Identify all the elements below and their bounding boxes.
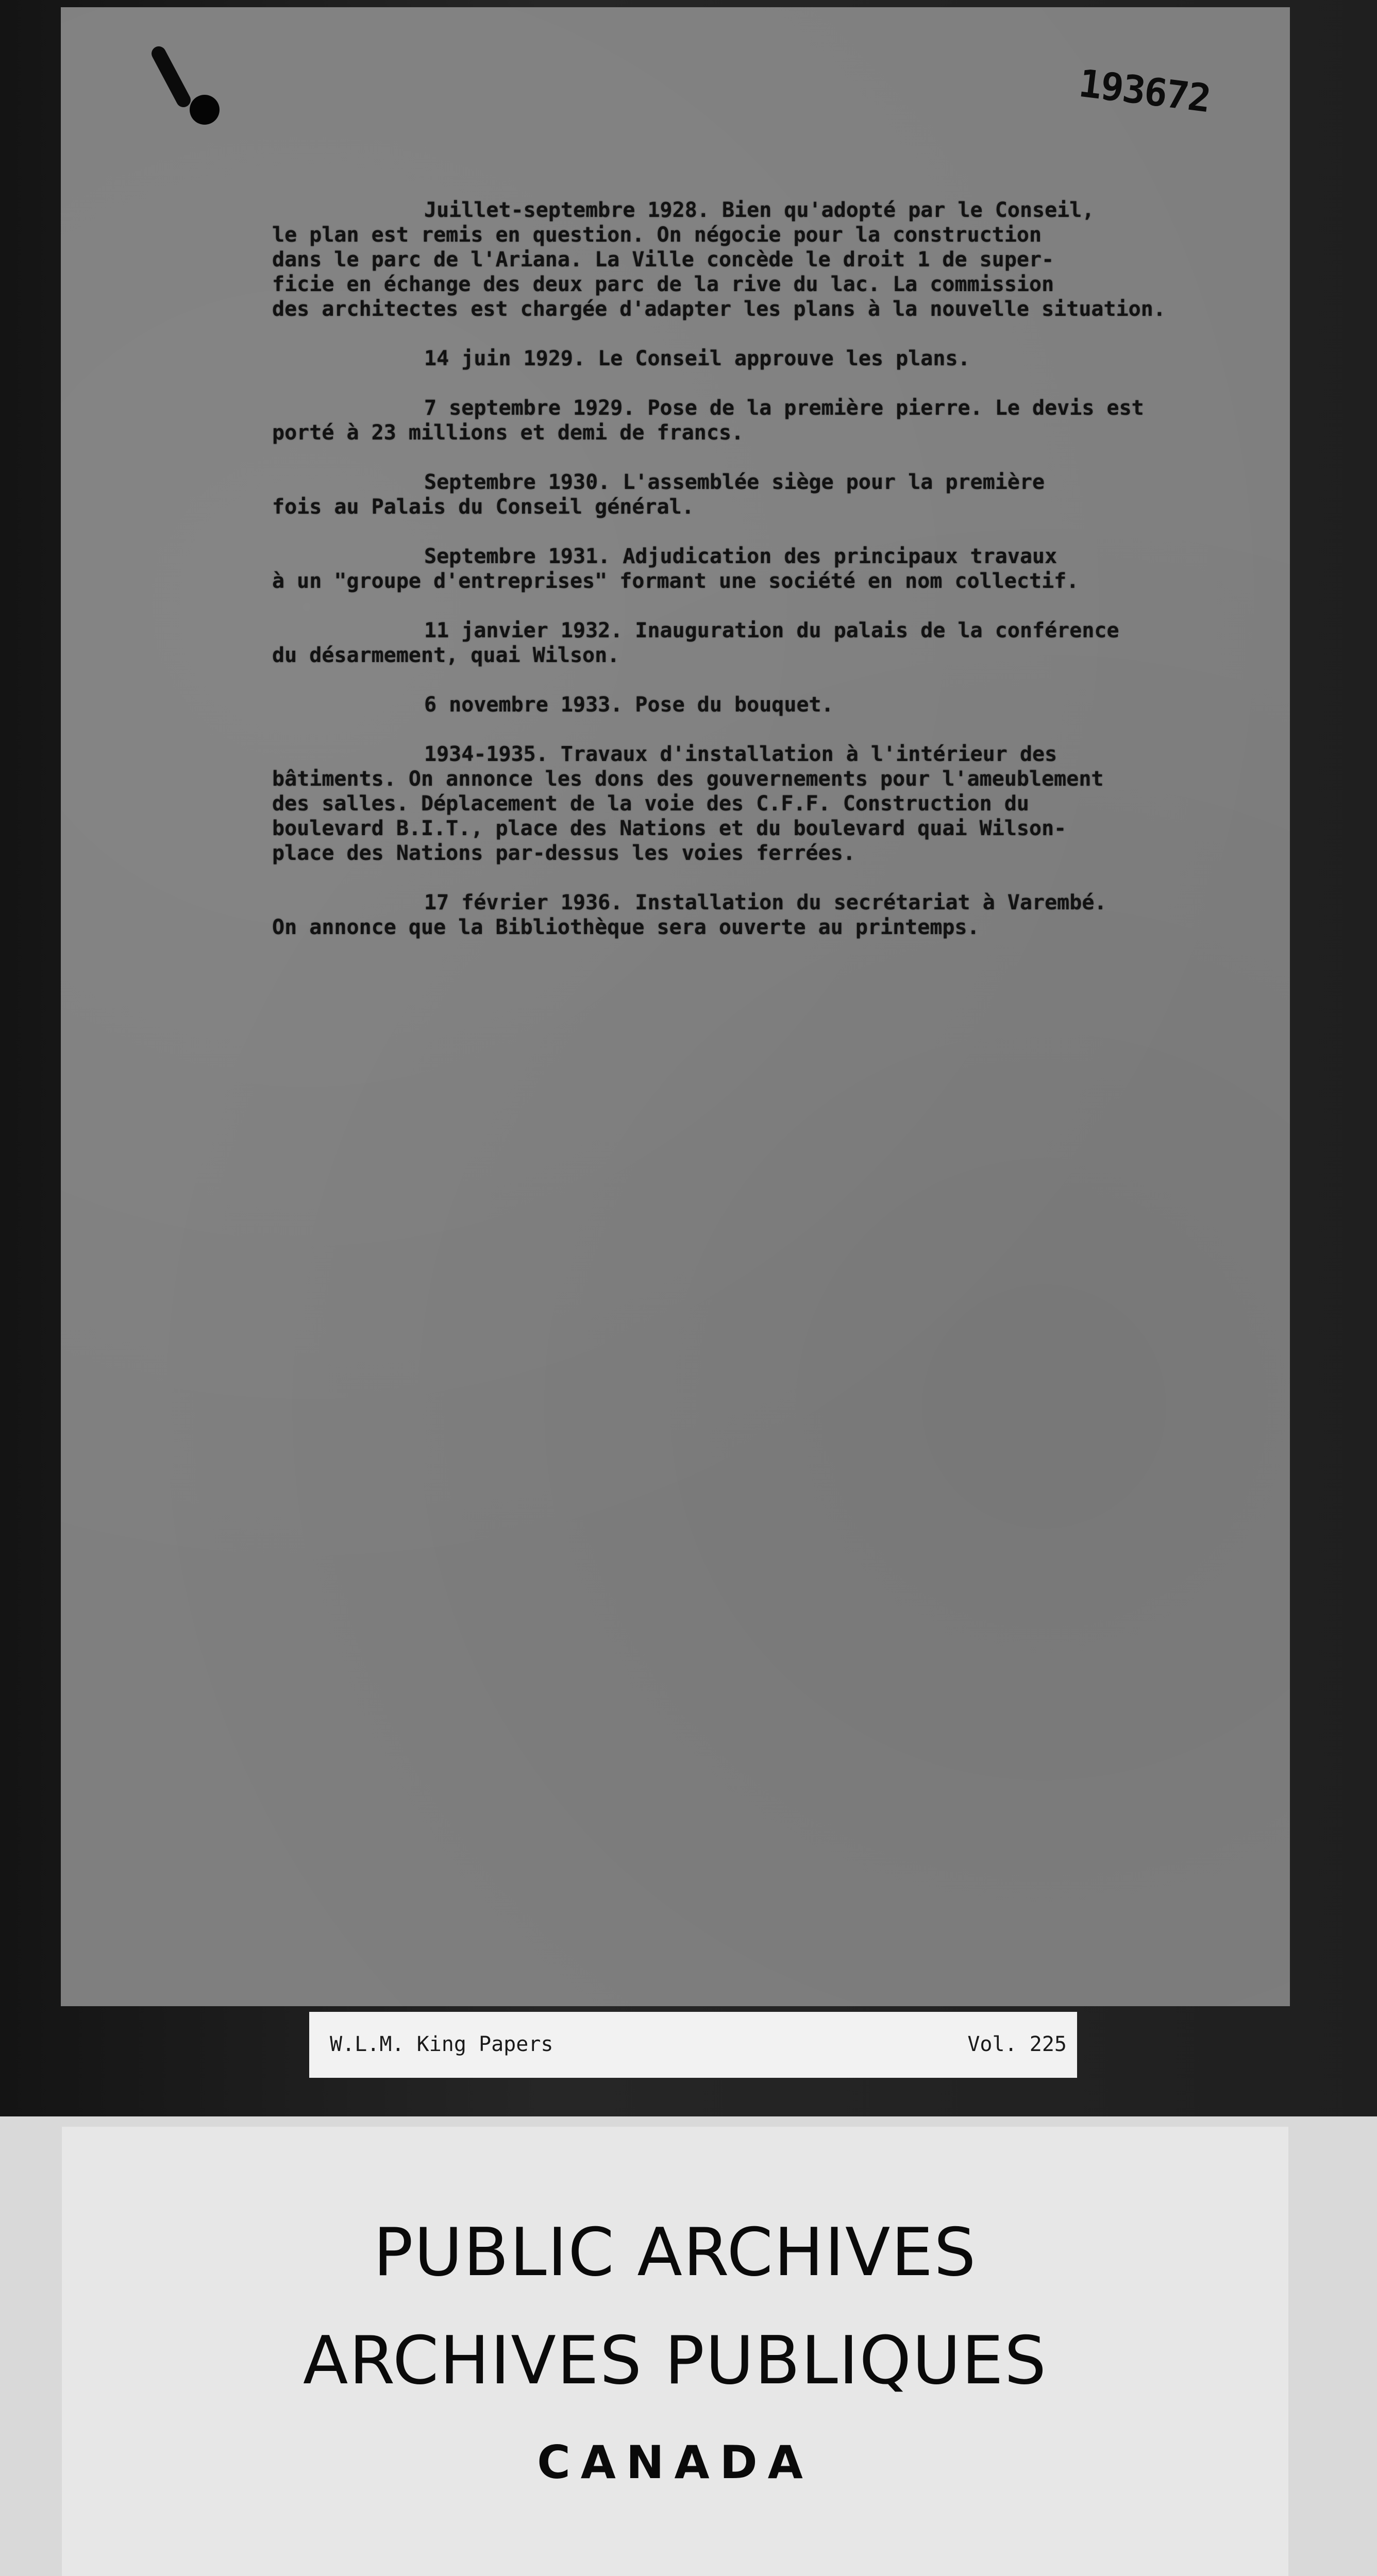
paragraph bbox=[272, 396, 1290, 445]
text-line: 14 juin 1929. Le Conseil approuve les plans. bbox=[424, 347, 970, 370]
text-line: ficie en échange des deux parc de la rive du lac. La commission bbox=[272, 273, 1054, 296]
archives-title-english: PUBLIC ARCHIVES bbox=[373, 2214, 977, 2291]
text-line: bâtiments. On annonce les dons des gouvernements pour l'ameublement bbox=[272, 767, 1104, 791]
text-line: 11 janvier 1932. Inauguration du palais de la conférence bbox=[424, 619, 1119, 642]
collection-label bbox=[309, 2012, 1077, 2078]
text-line: des salles. Déplacement de la voie des C.F.F. Construction du bbox=[272, 792, 1030, 816]
archives-title-french: ARCHIVES PUBLIQUES bbox=[303, 2323, 1048, 2399]
paragraph bbox=[272, 742, 1290, 866]
paragraph bbox=[272, 544, 1290, 594]
text-line: Juillet-septembre 1928. Bien qu'adopté par le Conseil, bbox=[424, 198, 1095, 222]
archives-card bbox=[0, 2116, 1377, 2576]
paragraph bbox=[272, 470, 1290, 519]
archives-country: CANADA bbox=[537, 2436, 813, 2489]
paragraph bbox=[272, 618, 1290, 668]
text-line: boulevard B.I.T., place des Nations et du boulevard quai Wilson- bbox=[272, 817, 1067, 840]
corner-ink-mark bbox=[149, 44, 193, 110]
text-line: le plan est remis en question. On négocie pour la construction bbox=[272, 223, 1042, 247]
text-line: On annonce que la Bibliothèque sera ouverte au printemps. bbox=[272, 916, 980, 939]
text-line: fois au Palais du Conseil général. bbox=[272, 495, 694, 519]
text-line: des architectes est chargée d'adapter les plans à la nouvelle situation. bbox=[272, 297, 1166, 321]
text-line: 17 février 1936. Installation du secrétariat à Varembé. bbox=[424, 891, 1107, 914]
text-line: 1934-1935. Travaux d'installation à l'intérieur des bbox=[424, 742, 1057, 766]
typewritten-page bbox=[61, 7, 1290, 2006]
collection-name: W.L.M. King Papers bbox=[330, 2032, 553, 2056]
typed-text-body bbox=[272, 198, 1290, 964]
text-line: 6 novembre 1933. Pose du bouquet. bbox=[424, 693, 834, 717]
text-line: du désarmement, quai Wilson. bbox=[272, 643, 620, 667]
folio-number: 193672 bbox=[1076, 61, 1213, 122]
punch-hole bbox=[190, 95, 220, 125]
paragraph bbox=[272, 346, 1290, 371]
text-line: Septembre 1930. L'assemblée siège pour la première bbox=[424, 470, 1045, 494]
text-line: porté à 23 millions et demi de francs. bbox=[272, 421, 744, 445]
text-line: place des Nations par-dessus les voies ferrées. bbox=[272, 841, 855, 865]
text-line: Septembre 1931. Adjudication des principaux travaux bbox=[424, 545, 1057, 568]
text-line: à un "groupe d'entreprises" formant une société en nom collectif. bbox=[272, 569, 1079, 593]
paragraph bbox=[272, 890, 1290, 940]
paragraph bbox=[272, 198, 1290, 321]
paragraph bbox=[272, 692, 1290, 717]
volume-number: Vol. 225 bbox=[967, 2032, 1067, 2056]
text-line: dans le parc de l'Ariana. La Ville concède le droit 1 de super- bbox=[272, 248, 1054, 272]
archives-card-face bbox=[62, 2127, 1288, 2576]
text-line: 7 septembre 1929. Pose de la première pierre. Le devis est bbox=[424, 396, 1144, 420]
